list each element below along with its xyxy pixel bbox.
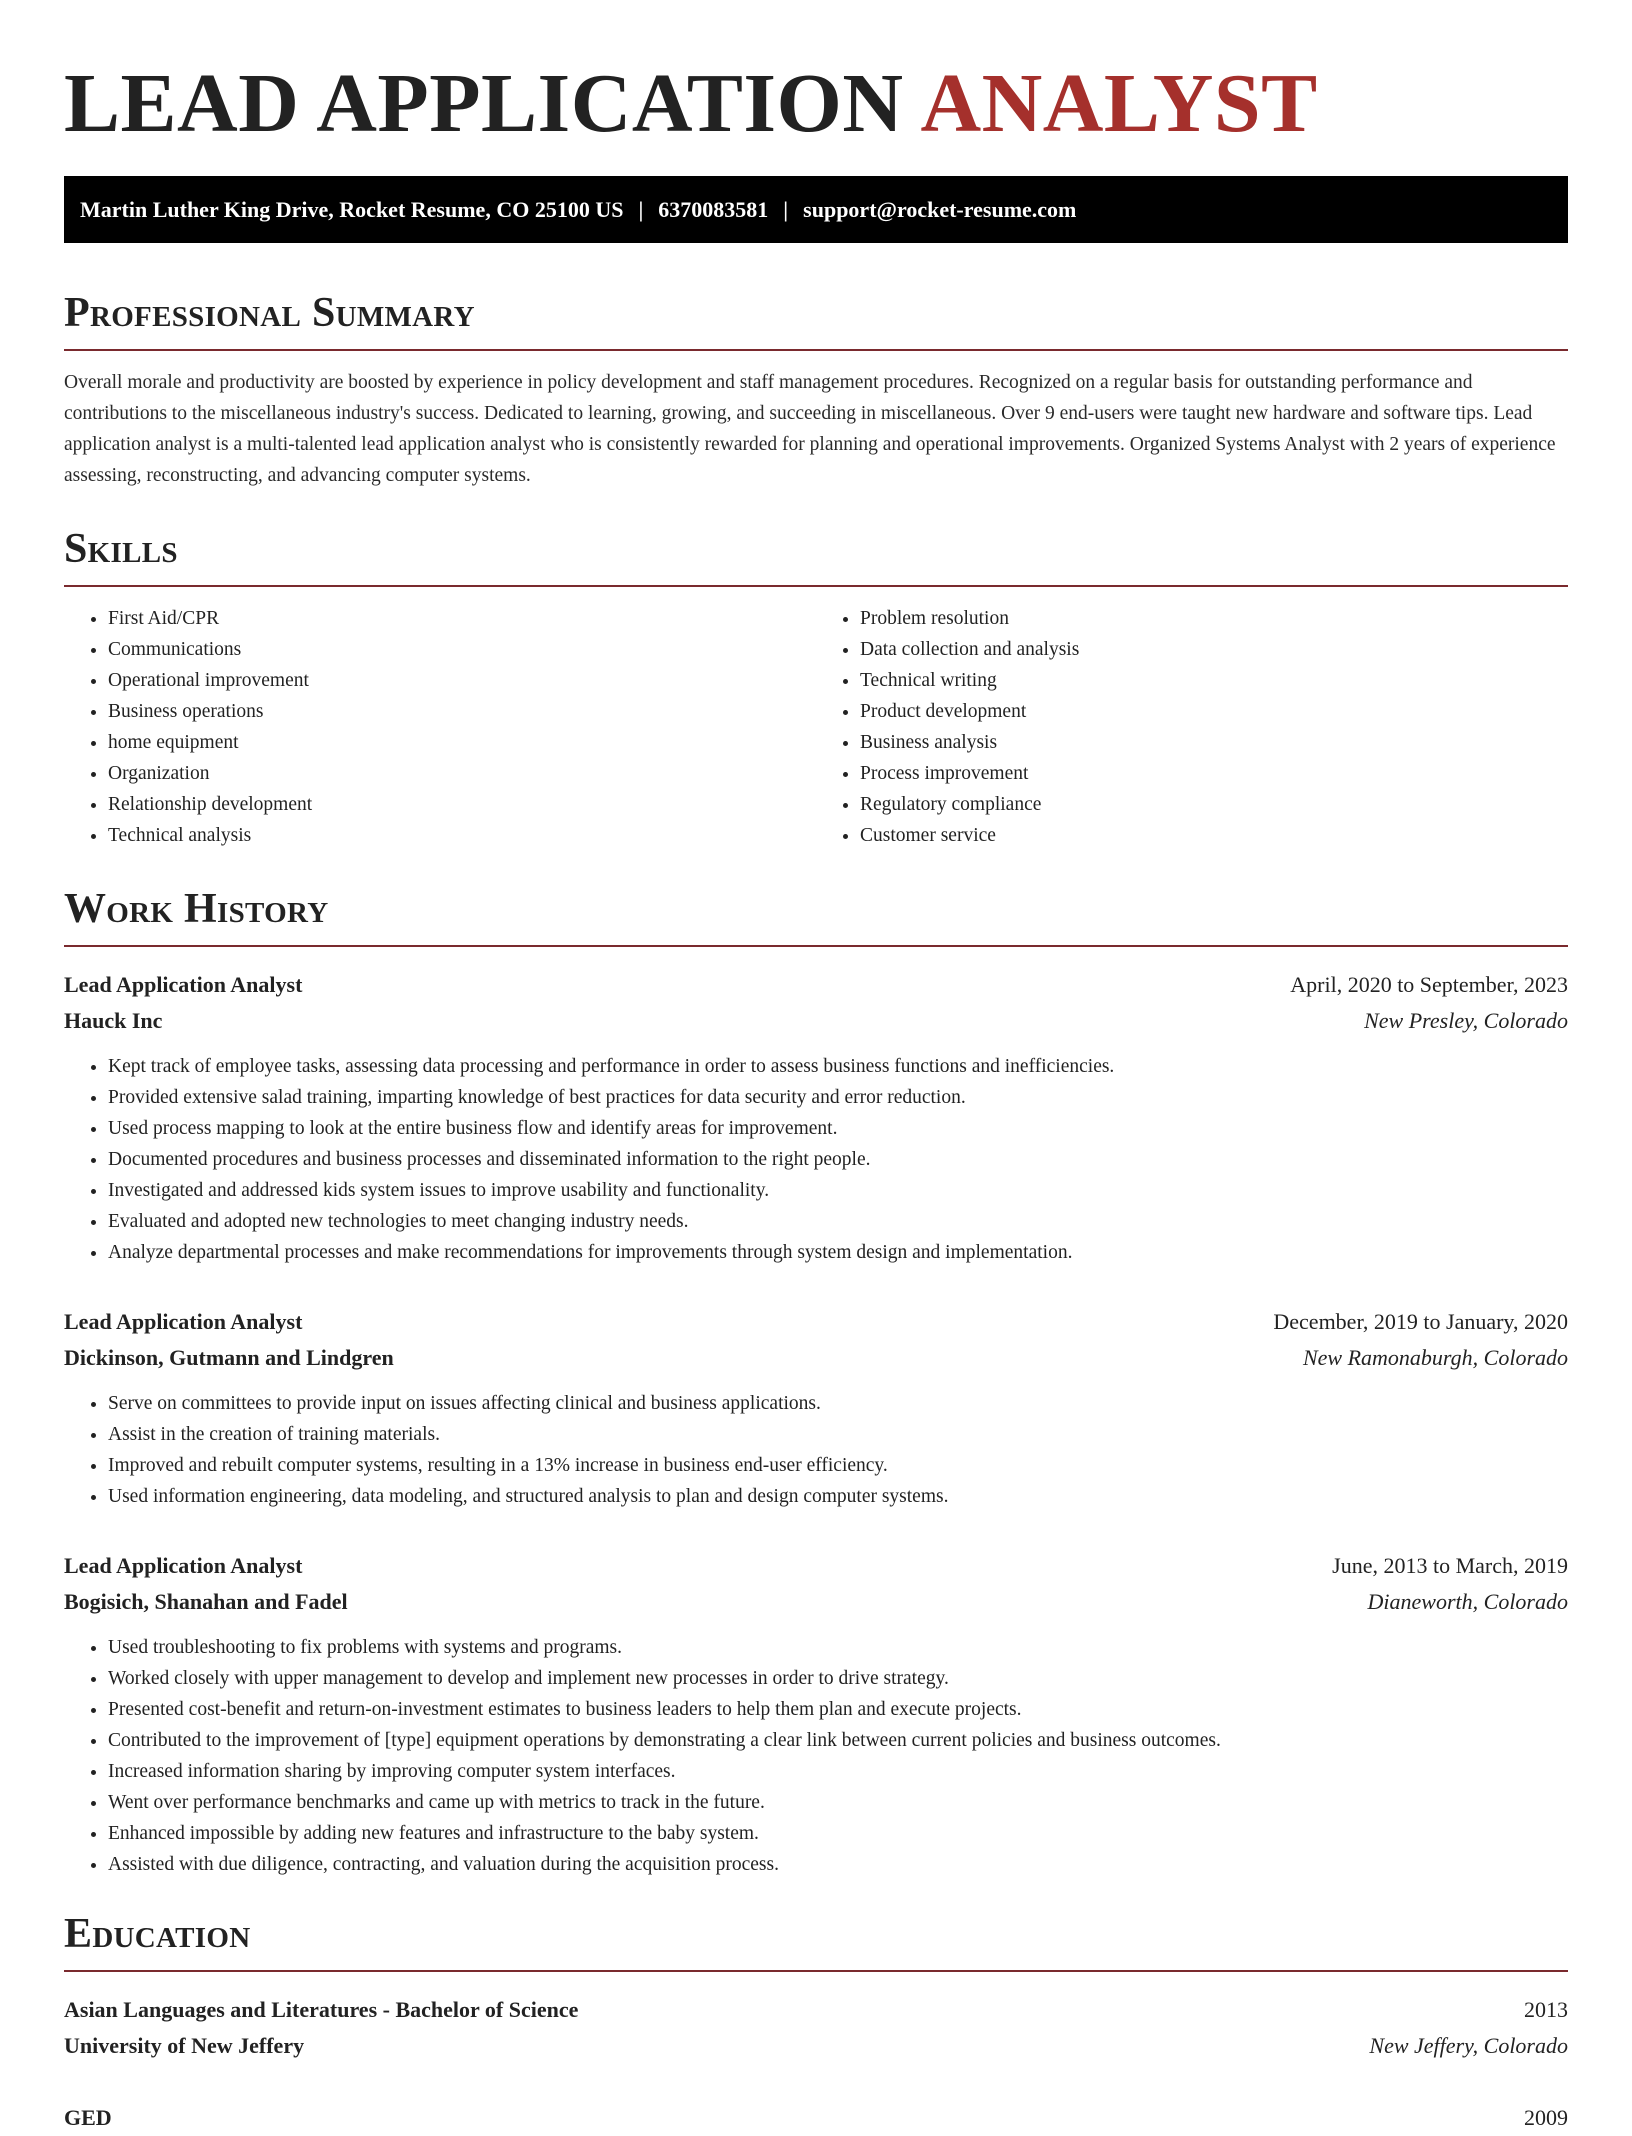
job-location: Dianeworth, Colorado [1367,1589,1568,1614]
skill-item: • Operational improvement [108,665,816,696]
summary-section-title: Professional Summary [64,290,475,336]
skill-item: • Business operations [108,696,816,727]
job-bullet: • Evaluated and adopted new technologies to meet changing industry needs. [108,1206,1568,1237]
education-entry [64,1992,1568,2064]
contact-address: Martin Luther King Drive, Rocket Resume, CO 25100 US [80,196,624,222]
job-bullet: • Enhanced impossible by adding new features and infrastructure to the baby system. [108,1818,1568,1849]
job-dates: April, 2020 to September, 2023 [1290,972,1568,997]
skills-list [64,603,1568,851]
job-dates: June, 2013 to March, 2019 [1332,1553,1568,1578]
job-bullet: • Improved and rebuilt computer systems, resulting in a 13% increase in business end-user efficiency. [108,1450,1568,1481]
job-title: Lead Application Analyst [64,1309,303,1334]
skill-item: • Data collection and analysis [860,634,1568,665]
job-title: Lead Application Analyst [64,972,303,997]
education-year: 2009 [1524,2105,1568,2130]
contact-separator: | [783,196,789,222]
skill-item: • Technical analysis [108,820,816,851]
job-bullet: • Used process mapping to look at the entire business flow and identify areas for improvement. [108,1113,1568,1144]
work-section-title: Work History [64,886,329,932]
job-bullet: • Documented procedures and business processes and disseminated information to the right people. [108,1144,1568,1175]
education-degree: Asian Languages and Literatures - Bachelor of Science [64,1997,579,2022]
job-bullets [64,1388,1568,1512]
skill-item: • Relationship development [108,789,816,820]
job-bullet: • Assisted with due diligence, contracting, and valuation during the acquisition process. [108,1849,1568,1880]
education-year: 2013 [1524,1997,1568,2022]
job-bullet: • Provided extensive salad training, imparting knowledge of best practices for data security and error reduction. [108,1082,1568,1113]
job-bullet: • Went over performance benchmarks and came up with metrics to track in the future. [108,1787,1568,1818]
job-bullet: • Contributed to the improvement of [type] equipment operations by demonstrating a clear link between current policies and business outcomes. [108,1725,1568,1756]
job-bullet: • Serve on committees to provide input on issues affecting clinical and business applications. [108,1388,1568,1419]
job-title: Lead Application Analyst [64,1553,303,1578]
resume-name-heading [64,0,1568,152]
section-divider [64,1970,1568,1972]
education-degree: GED [64,2105,112,2130]
skill-item: • home equipment [108,727,816,758]
job-bullets [64,1051,1568,1268]
job-bullet: • Increased information sharing by improving computer system interfaces. [108,1756,1568,1787]
education-school: University of New Jeffery [64,2033,305,2058]
education-section-title: Education [64,1911,251,1957]
skills-section-title: Skills [64,526,178,572]
skill-item: • First Aid/CPR [108,603,816,634]
skill-item: • Organization [108,758,816,789]
skill-item: • Technical writing [860,665,1568,696]
skill-item: • Problem resolution [860,603,1568,634]
section-divider [64,945,1568,947]
skill-item: • Communications [108,634,816,665]
job-location: New Presley, Colorado [1364,1008,1568,1033]
job-company: Bogisich, Shanahan and Fadel [64,1589,348,1614]
contact-phone: 6370083581 [658,196,769,222]
education-location: New Jeffery, Colorado [1369,2033,1568,2058]
section-divider [64,349,1568,351]
skill-item: • Process improvement [860,758,1568,789]
education-entry [64,2100,1568,2136]
job-bullet: • Used information engineering, data modeling, and structured analysis to plan and design computer systems. [108,1481,1568,1512]
skill-item: • Product development [860,696,1568,727]
job-entry [64,1548,1568,1880]
job-bullet: • Assist in the creation of training materials. [108,1419,1568,1450]
job-dates: December, 2019 to January, 2020 [1273,1309,1568,1334]
job-bullets [64,1632,1568,1880]
contact-separator: | [638,196,644,222]
job-company: Hauck Inc [64,1008,163,1033]
skills-column-right [816,603,1568,851]
job-bullet: • Investigated and addressed kids system issues to improve usability and functionality. [108,1175,1568,1206]
job-bullet: • Used troubleshooting to fix problems with systems and programs. [108,1632,1568,1663]
skill-item: • Customer service [860,820,1568,851]
skill-item: • Business analysis [860,727,1568,758]
contact-email: support@rocket-resume.com [803,196,1077,222]
job-entry [64,1304,1568,1512]
section-divider [64,585,1568,587]
job-bullet: • Presented cost-benefit and return-on-investment estimates to business leaders to help them plan and execute projects. [108,1694,1568,1725]
job-bullet: • Worked closely with upper management to develop and implement new processes in order to drive strategy. [108,1663,1568,1694]
skills-column-left [64,603,816,851]
contact-bar [64,176,1568,243]
job-entry [64,967,1568,1268]
job-bullet: • Analyze departmental processes and make recommendations for improvements through system design and implementation. [108,1237,1568,1268]
name-last: ANALYST [920,57,1318,150]
summary-text: Overall morale and productivity are boosted by experience in policy development and staff management procedures. Recognized on a regular basis for outstanding performance and contributions to the miscellaneous industry's success. Dedicated to learning, growing, and succeeding in miscellaneous. Over 9 end-users were taught new hardware and software tips. Lead application analyst is a multi-talented lead application analyst who is consistently rewarded for planning and operational improvements. Organized Systems Analyst with 2 years of experience assessing, reconstructing, and advancing computer systems. [64,372,1556,486]
name-first: LEAD APPLICATION [64,57,904,150]
job-company: Dickinson, Gutmann and Lindgren [64,1345,394,1370]
job-bullet: • Kept track of employee tasks, assessing data processing and performance in order to assess business functions and inefficiencies. [108,1051,1568,1082]
skill-item: • Regulatory compliance [860,789,1568,820]
job-location: New Ramonaburgh, Colorado [1302,1345,1568,1370]
